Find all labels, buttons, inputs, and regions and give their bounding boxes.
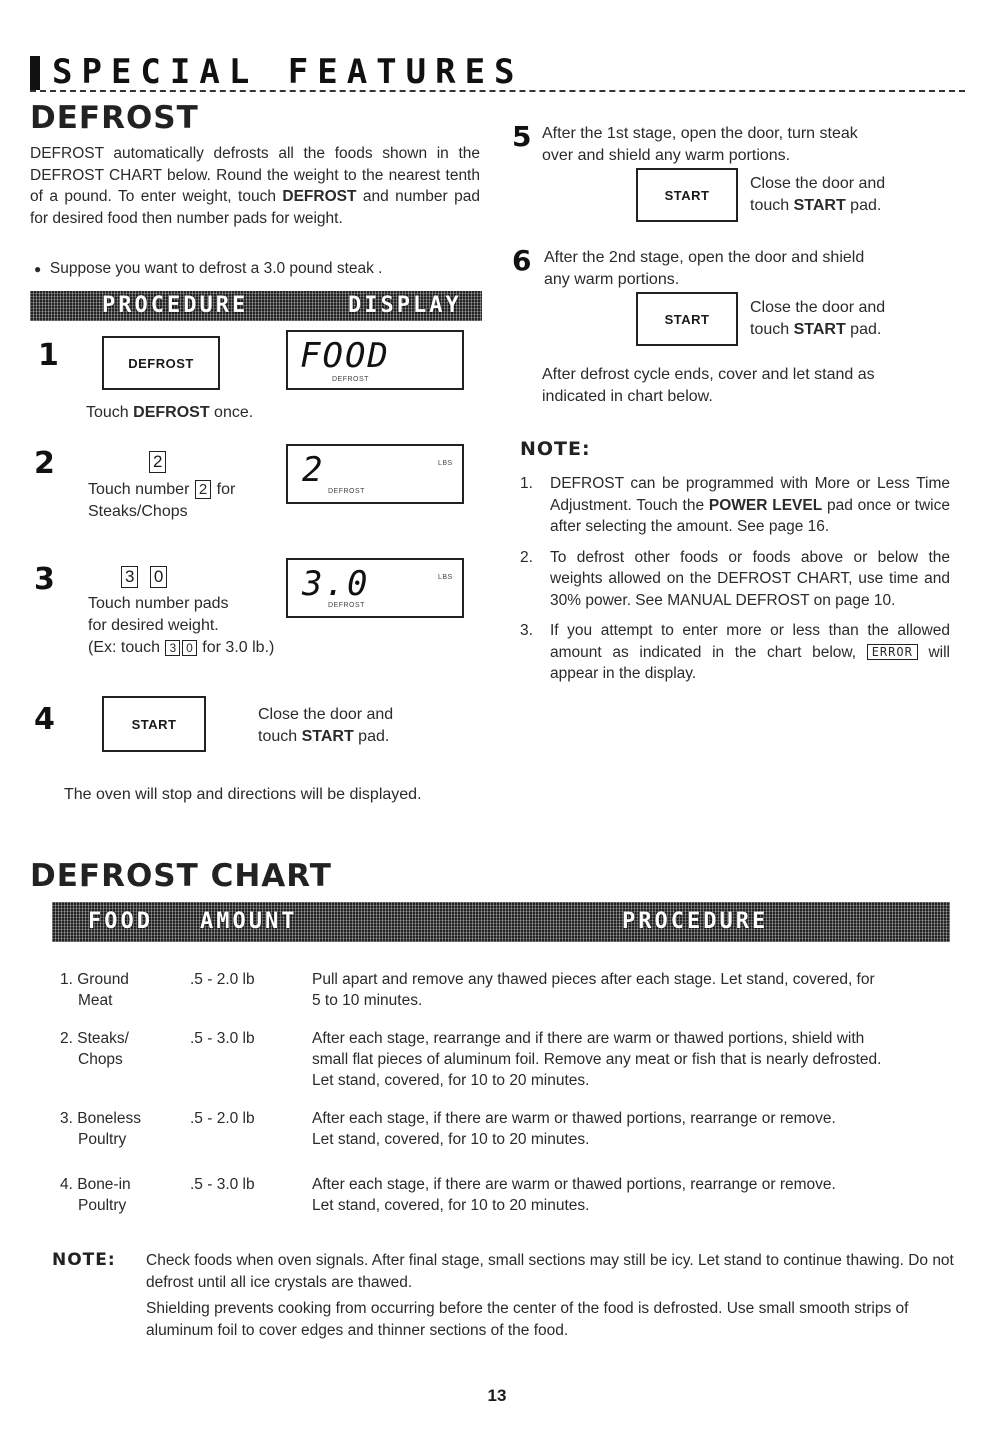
step-3-text-c: (Ex: touch (88, 639, 165, 656)
step-2-text-a: Touch number (88, 481, 194, 498)
food-line-2: Poultry (78, 1131, 127, 1148)
display-defrost-label: DEFROST (328, 602, 365, 609)
step-number-4: 4 (34, 702, 55, 737)
procedure-cell (312, 1028, 952, 1091)
step-1-text-bold: DEFROST (133, 404, 210, 421)
note-item-text-a: DEFROST can be programmed with More or Less Time Adjustment. Touch the (550, 475, 950, 514)
step-number-6: 6 (512, 244, 532, 277)
step-5-text-a: After the 1st stage, open the door, turn steak (542, 125, 858, 142)
number-2-key-label: 2 (149, 451, 166, 473)
step-4-text (258, 704, 393, 748)
note-list (520, 473, 950, 694)
step-3-text (88, 593, 274, 659)
procedure-cell (312, 1108, 952, 1150)
procedure-line: Let stand, covered, for 10 to 20 minutes. (312, 1072, 590, 1089)
amount-cell: .5 - 3.0 lb (190, 1030, 255, 1047)
procedure-line: Pull apart and remove any thawed pieces after each stage. Let stand, covered, for (312, 971, 875, 988)
header-divider (30, 90, 965, 92)
note-item-1 (520, 473, 950, 538)
step-5-pad-text-b: touch (750, 197, 794, 214)
note-item-text-b: will appear in the display. (550, 643, 950, 682)
display-step-1 (286, 330, 464, 390)
step-6-after (542, 364, 875, 408)
bottom-note-paragraph-1: Check foods when oven signals. After final stage, small sections may still be icy. Let stand to continue thawing. Do not defrost until all ice crystals are thawed. (146, 1252, 954, 1291)
number-3-0-keys (120, 566, 168, 588)
note-item-number: 1. (520, 475, 533, 492)
display-main-text: 2 (302, 450, 325, 490)
step-6-after-a: After defrost cycle ends, cover and let stand as (542, 366, 875, 383)
step-4-text-bold: START (301, 728, 354, 745)
note-item-text-b: pad once or twice after selecting the amount. See page 16. (550, 496, 950, 535)
bottom-note-paragraph-2: Shielding prevents cooking from occurring before the center of the food is defrosted. Use small smooth strips of aluminum foil to cover edges and thinner sections of the food. (146, 1300, 909, 1339)
food-cell (60, 1174, 131, 1216)
step-2-text-c: Steaks/Chops (88, 503, 188, 520)
step-3-text-key-3: 3 (165, 640, 180, 656)
chart-header-band (52, 902, 950, 942)
food-line-2: Poultry (78, 1197, 127, 1214)
step-5-text-b: over and shield any warm portions. (542, 147, 791, 164)
intro-bold: DEFROST (282, 188, 357, 205)
step-6-after-b: indicated in chart below. (542, 388, 713, 405)
step-4-text-c: pad. (353, 728, 390, 745)
step-4-text-a: Close the door and (258, 706, 394, 723)
defrost-pad: DEFROST (102, 336, 220, 390)
band-label-procedure: PROCEDURE (102, 293, 249, 318)
food-line-1: 1. Ground (60, 971, 129, 988)
chart-header-food: FOOD (88, 909, 153, 934)
procedure-display-band (30, 291, 482, 321)
number-3-key: 3 (121, 566, 138, 588)
food-line-1: 3. Boneless (60, 1110, 141, 1127)
step-6-text (544, 247, 864, 291)
step-number-2: 2 (34, 446, 55, 481)
error-display-icon: ERROR (867, 644, 918, 660)
page-number: 13 (487, 1386, 507, 1405)
note-title: NOTE: (520, 438, 591, 460)
procedure-line: small flat pieces of aluminum foil. Remove any meat or fish that is nearly defrosted. (312, 1051, 882, 1068)
procedure-line: Let stand, covered, for 10 to 20 minutes. (312, 1131, 590, 1148)
header-title: SPECIAL FEATURES (52, 52, 524, 92)
intro-text-1: DEFROST automatically defrosts all the foods shown in the DEFROST CHART below. Round the weight to the nearest tenth of a pound. To enter weight, touch (30, 145, 480, 205)
display-lbs-label: LBS (438, 460, 453, 467)
note-item-text-bold: POWER LEVEL (708, 496, 823, 514)
display-step-2 (286, 444, 464, 504)
note-item-number: 3. (520, 622, 533, 639)
start-pad: START (636, 168, 738, 222)
step-6-text-b: any warm portions. (544, 271, 680, 288)
defrost-bullet: ● Suppose you want to defrost a 3.0 pound steak . (34, 260, 383, 277)
defrost-intro (30, 143, 480, 229)
step-3-text-key-0: 0 (182, 640, 197, 656)
step-6-pad-text-b: touch (750, 321, 794, 338)
note-item-2 (520, 547, 950, 612)
step-5-pad-text (750, 173, 885, 217)
display-defrost-label: DEFROST (328, 488, 365, 495)
step-1-text-a: Touch (86, 404, 134, 421)
header-accent-bar (30, 56, 40, 90)
food-line-1: 2. Steaks/ (60, 1030, 129, 1047)
chart-header-procedure: PROCEDURE (622, 909, 769, 934)
note-item-text-a: To defrost other foods or foods above or below the weights allowed on the DEFROST CHART, use time and 30% power. See MANUAL DEFROST on page 10. (550, 548, 950, 609)
step-3-text-b: for desired weight. (88, 617, 219, 634)
step-6-pad-text-a: Close the door and (750, 299, 886, 316)
amount-cell: .5 - 2.0 lb (190, 971, 255, 988)
step-number-3: 3 (34, 562, 55, 597)
step-5-text (542, 123, 858, 167)
defrost-chart-title: DEFROST CHART (30, 858, 332, 894)
display-step-3 (286, 558, 464, 618)
procedure-line: After each stage, rearrange and if there are warm or thawed portions, shield with (312, 1030, 865, 1047)
step-6-pad-text-c: pad. (845, 321, 882, 338)
note-item-number: 2. (520, 548, 533, 566)
step-number-1: 1 (38, 338, 59, 373)
step-2-text-key: 2 (195, 480, 211, 499)
display-lbs-label: LBS (438, 574, 453, 581)
defrost-title: DEFROST (30, 100, 199, 136)
procedure-cell (312, 969, 952, 1011)
amount-cell: .5 - 2.0 lb (190, 1110, 255, 1127)
step-3-text-a: Touch number pads (88, 595, 229, 612)
start-pad: START (636, 292, 738, 346)
page-header (30, 52, 965, 92)
step-6-pad-text-bold: START (793, 321, 846, 338)
step-2-text (88, 479, 235, 523)
step-4-text-b: touch (258, 728, 302, 745)
procedure-line: Let stand, covered, for 10 to 20 minutes. (312, 1197, 590, 1214)
procedure-line: After each stage, if there are warm or thawed portions, rearrange or remove. (312, 1176, 836, 1193)
band-label-display: DISPLAY (348, 293, 462, 318)
procedure-cell (312, 1174, 952, 1216)
display-defrost-label: DEFROST (332, 376, 369, 383)
food-cell (60, 1028, 129, 1070)
food-cell (60, 1108, 141, 1150)
step-2-text-b: for (212, 481, 236, 498)
display-main-text: 3.0 (302, 564, 370, 604)
note-item-text-a: If you attempt to enter more or less than the allowed amount as indicated in the chart below, (550, 622, 950, 661)
food-line-2: Chops (78, 1051, 123, 1068)
number-2-key (148, 451, 167, 473)
food-line-2: Meat (78, 992, 113, 1009)
bottom-note-label: NOTE: (52, 1250, 116, 1270)
start-pad: START (102, 696, 206, 752)
number-0-key: 0 (150, 566, 167, 588)
step-5-pad-text-bold: START (793, 197, 846, 214)
step-5-pad-text-a: Close the door and (750, 175, 886, 192)
amount-cell: .5 - 3.0 lb (190, 1176, 255, 1193)
bullet-text: Suppose you want to defrost a 3.0 pound steak . (49, 260, 383, 277)
food-cell (60, 969, 129, 1011)
step-6-text-a: After the 2nd stage, open the door and shield (544, 249, 865, 266)
step-1-text (86, 402, 253, 424)
procedure-line: 5 to 10 minutes. (312, 992, 423, 1009)
food-line-1: 4. Bone-in (60, 1176, 131, 1193)
step-number-5: 5 (512, 120, 532, 153)
step-4-after: The oven will stop and directions will be displayed. (64, 786, 422, 803)
intro-text-2: and number pad for desired food then number pads for weight. (30, 188, 480, 227)
display-main-text: FOOD (300, 336, 390, 376)
procedure-line: After each stage, if there are warm or thawed portions, rearrange or remove. (312, 1110, 836, 1127)
note-item-3 (520, 620, 950, 685)
step-6-pad-text (750, 297, 885, 341)
step-1-text-b: once. (209, 404, 254, 421)
step-5-pad-text-c: pad. (845, 197, 882, 214)
chart-header-amount: AMOUNT (200, 909, 298, 934)
step-3-text-d: for 3.0 lb.) (197, 639, 275, 656)
